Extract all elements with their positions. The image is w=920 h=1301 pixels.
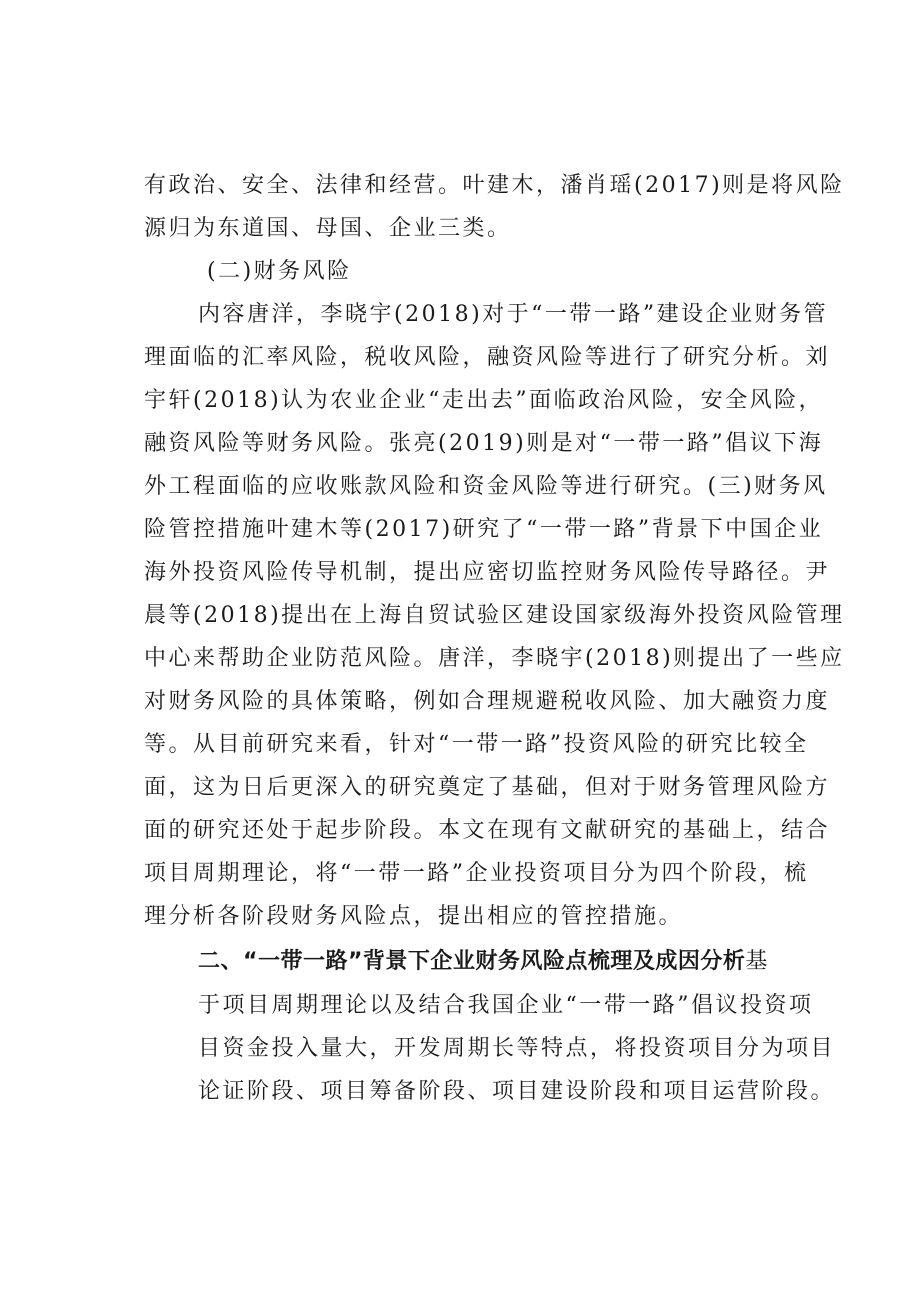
section-two-heading-line — [198, 947, 770, 977]
paragraph-line: 于项目周期理论以及结合我国企业“一带一路”倡议投资项 — [198, 993, 814, 1018]
paragraph-line: 源归为东道国、母国、企业三类。 — [144, 216, 512, 241]
paragraph-line: 中心来帮助企业防范风险。唐洋，李晓宇(2018)则提出了一些应 — [144, 646, 845, 671]
paragraph-line: 有政治、安全、法律和经营。叶建木，潘肖瑶(2017)则是将风险 — [144, 173, 845, 198]
paragraph-line: 理面临的汇率风险，税收风险，融资风险等进行了研究分析。刘 — [144, 345, 831, 370]
paragraph-line: 项目周期理论，将“一带一路”企业投资项目分为四个阶段，梳 — [144, 861, 809, 886]
paragraph-line: 内容唐洋，李晓宇(2018)对于“一带一路”建设企业财务管 — [198, 302, 829, 327]
section-two-heading: 二、“一带一路”背景下企业财务风险点梳理及成因分析 — [198, 949, 746, 974]
paragraph-line: 晨等(2018)提出在上海自贸试验区建设国家级海外投资风险管理 — [144, 603, 845, 628]
paragraph-line: 外工程面临的应收账款风险和资金风险等进行研究。(三)财务风 — [144, 474, 828, 499]
paragraph-line: 目资金投入量大，开发周期长等特点，将投资项目分为项目 — [198, 1036, 836, 1061]
subheading-financial-risk: (二)财务风险 — [207, 259, 352, 284]
paragraph-line: 理分析各阶段财务风险点，提出相应的管控措施。 — [144, 904, 684, 929]
paragraph-line: 宇轩(2018)认为农业企业“走出去”面临政治风险，安全风险， — [144, 388, 824, 413]
paragraph-line: 对财务风险的具体策略，例如合理规避税收风险、加大融资力度 — [144, 689, 831, 714]
paragraph-line: 险管控措施叶建木等(2017)研究了“一带一路”背景下中国企业 — [144, 517, 824, 542]
section-two-heading-tail: 基 — [745, 949, 770, 974]
paragraph-line: 面的研究还处于起步阶段。本文在现有文献研究的基础上，结合 — [144, 818, 831, 843]
paragraph-line: 论证阶段、项目筹备阶段、项目建设阶段和项目运营阶段。 — [198, 1079, 836, 1104]
paragraph-line: 海外投资风险传导机制，提出应密切监控财务风险传导路径。尹 — [144, 560, 831, 585]
paragraph-line: 等。从目前研究来看，针对“一带一路”投资风险的研究比较全 — [144, 732, 809, 757]
paragraph-line: 面，这为日后更深入的研究奠定了基础，但对于财务管理风险方 — [144, 775, 831, 800]
paragraph-line: 融资风险等财务风险。张亮(2019)则是对“一带一路”倡议下海 — [144, 431, 824, 456]
